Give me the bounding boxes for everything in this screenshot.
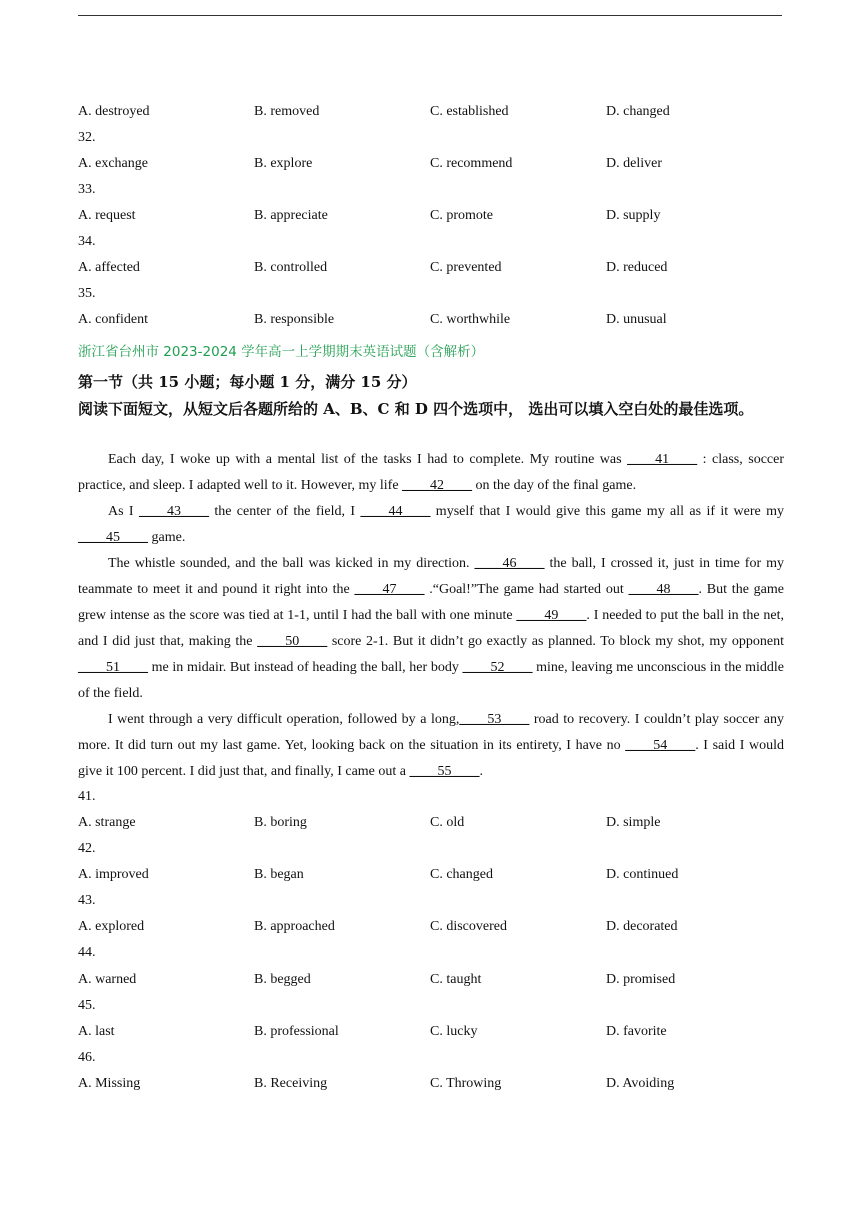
options-row-42 — [78, 867, 784, 887]
passage-text: the center of the field, I — [208, 504, 361, 519]
option-a: A. exchange — [78, 156, 148, 171]
option-d: D. Avoiding — [606, 1076, 675, 1091]
option-d: D. unusual — [606, 312, 667, 327]
blank-42: ____42____ — [402, 478, 473, 493]
option-d: D. deliver — [606, 156, 662, 171]
cloze-passage — [78, 447, 784, 785]
passage-paragraph-3 — [78, 551, 784, 707]
option-b: B. controlled — [254, 260, 328, 275]
option-d: D. changed — [606, 104, 670, 119]
question-number-33: 33. — [78, 182, 96, 197]
option-c: C. promote — [430, 208, 493, 223]
blank-41: ____41____ — [627, 452, 698, 467]
blank-54: ____54____ — [625, 738, 696, 753]
option-c: C. worthwhile — [430, 312, 511, 327]
option-b: B. professional — [254, 1024, 339, 1039]
option-c: C. taught — [430, 972, 482, 987]
passage-paragraph-1 — [78, 447, 784, 499]
instructions: 阅读下面短文，从短文后各题所给的 A、B、C 和 D 四个选项中， 选出可以填入空白处的最佳选项。 — [78, 400, 754, 418]
options-row-44 — [78, 972, 784, 992]
question-number-42: 42. — [78, 841, 96, 856]
option-a: A. affected — [78, 260, 140, 275]
option-d: D. simple — [606, 815, 661, 830]
option-a: A. explored — [78, 919, 145, 934]
passage-text: on the day of the final game. — [472, 478, 637, 493]
passage-text: road to recovery. I couldn’t play soccer any more. It did turn out my last game. Yet, looking back on the situation in its entirety, I have no — [78, 712, 784, 753]
passage-text: mine, leaving me unconscious in the middle of the field. — [78, 660, 784, 701]
options-row-41 — [78, 815, 784, 835]
option-c: C. established — [430, 104, 509, 119]
option-d: D. supply — [606, 208, 661, 223]
passage-paragraph-4 — [78, 707, 784, 785]
option-b: B. explore — [254, 156, 313, 171]
options-row-35 — [78, 312, 784, 332]
options-row-45 — [78, 1024, 784, 1044]
blank-52: ____52____ — [462, 660, 533, 675]
option-b: B. appreciate — [254, 208, 328, 223]
passage-text: : class, soccer practice, and sleep. I adapted well to it. However, my life — [78, 452, 784, 493]
options-row-46 — [78, 1076, 784, 1096]
blank-50: ____50____ — [257, 634, 328, 649]
question-number-41: 41. — [78, 789, 96, 804]
option-c: C. discovered — [430, 919, 507, 934]
passage-text: score 2-1. But it didn’t go exactly as planned. To block my shot, my opponent — [327, 634, 784, 649]
passage-text: As I — [108, 504, 139, 519]
passage-text: .“Goal!”The game had started out — [424, 582, 629, 597]
blank-51: ____51____ — [78, 660, 148, 675]
passage-text: Each day, I woke up with a mental list of the tasks I had to complete. My routine was — [108, 452, 628, 467]
options-row-43 — [78, 919, 784, 939]
option-c: C. changed — [430, 867, 493, 882]
option-d: D. reduced — [606, 260, 668, 275]
blank-53: ____53____ — [459, 712, 530, 727]
option-a: A. warned — [78, 972, 137, 987]
passage-text: . But the game grew intense as the score was tied at 1-1, until I had the ball with one minute — [78, 582, 785, 623]
option-b: B. Receiving — [254, 1076, 328, 1091]
option-d: D. continued — [606, 867, 679, 882]
option-a: A. destroyed — [78, 104, 150, 119]
section-heading: 第一节（共 15 小题；每小题 1 分，满分 15 分） — [78, 373, 417, 391]
passage-paragraph-2 — [78, 499, 784, 551]
option-a: A. request — [78, 208, 136, 223]
options-row-32 — [78, 156, 784, 176]
question-number-44: 44. — [78, 945, 96, 960]
option-d: D. decorated — [606, 919, 678, 934]
question-number-45: 45. — [78, 998, 96, 1013]
question-number-32: 32. — [78, 130, 96, 145]
question-number-34: 34. — [78, 234, 96, 249]
options-row-34 — [78, 260, 784, 280]
blank-43: ____43____ — [138, 504, 209, 519]
option-c: C. prevented — [430, 260, 502, 275]
options-row-31 — [78, 104, 784, 124]
passage-text: . — [479, 764, 483, 779]
passage-text: . I said I would give it 100 percent. I did just that, and finally, I came out a — [78, 738, 784, 779]
option-c: C. old — [430, 815, 465, 830]
passage-text: I went through a very difficult operation, followed by a long, — [108, 712, 460, 727]
passage-text: The whistle sounded, and the ball was kicked in my direction. — [108, 556, 475, 571]
option-c: C. Throwing — [430, 1076, 502, 1091]
passage-text: me in midair. But instead of heading the ball, her body — [148, 660, 463, 675]
passage-text: . I needed to put the ball in the net, and I did just that, making the — [78, 608, 785, 649]
option-b: B. boring — [254, 815, 307, 830]
options-row-33 — [78, 208, 784, 228]
blank-48: ____48____ — [628, 582, 699, 597]
option-a: A. last — [78, 1024, 115, 1039]
header-rule — [78, 15, 782, 16]
blank-45: ____45____ — [78, 530, 148, 545]
option-d: D. favorite — [606, 1024, 667, 1039]
blank-47: ____47____ — [354, 582, 425, 597]
option-a: A. improved — [78, 867, 149, 882]
option-c: C. recommend — [430, 156, 513, 171]
passage-text: myself that I would give this game my all as if it were my — [430, 504, 784, 519]
option-b: B. responsible — [254, 312, 335, 327]
question-number-46: 46. — [78, 1050, 96, 1065]
option-b: B. began — [254, 867, 304, 882]
option-b: B. approached — [254, 919, 335, 934]
option-b: B. begged — [254, 972, 311, 987]
option-a: A. strange — [78, 815, 136, 830]
question-number-35: 35. — [78, 286, 96, 301]
option-c: C. lucky — [430, 1024, 478, 1039]
blank-49: ____49____ — [516, 608, 587, 623]
passage-text: game. — [148, 530, 186, 545]
option-b: B. removed — [254, 104, 320, 119]
source-title: 浙江省台州市 2023-2024 学年高一上学期期末英语试题（含解析） — [78, 344, 485, 360]
option-d: D. promised — [606, 972, 676, 987]
question-number-43: 43. — [78, 893, 96, 908]
blank-46: ____46____ — [474, 556, 545, 571]
option-a: A. Missing — [78, 1076, 141, 1091]
blank-44: ____44____ — [360, 504, 431, 519]
passage-text: the ball, I crossed it, just in time for my teammate to meet it and pound it right into the — [78, 556, 784, 597]
blank-55: ____55____ — [409, 764, 480, 779]
option-a: A. confident — [78, 312, 148, 327]
